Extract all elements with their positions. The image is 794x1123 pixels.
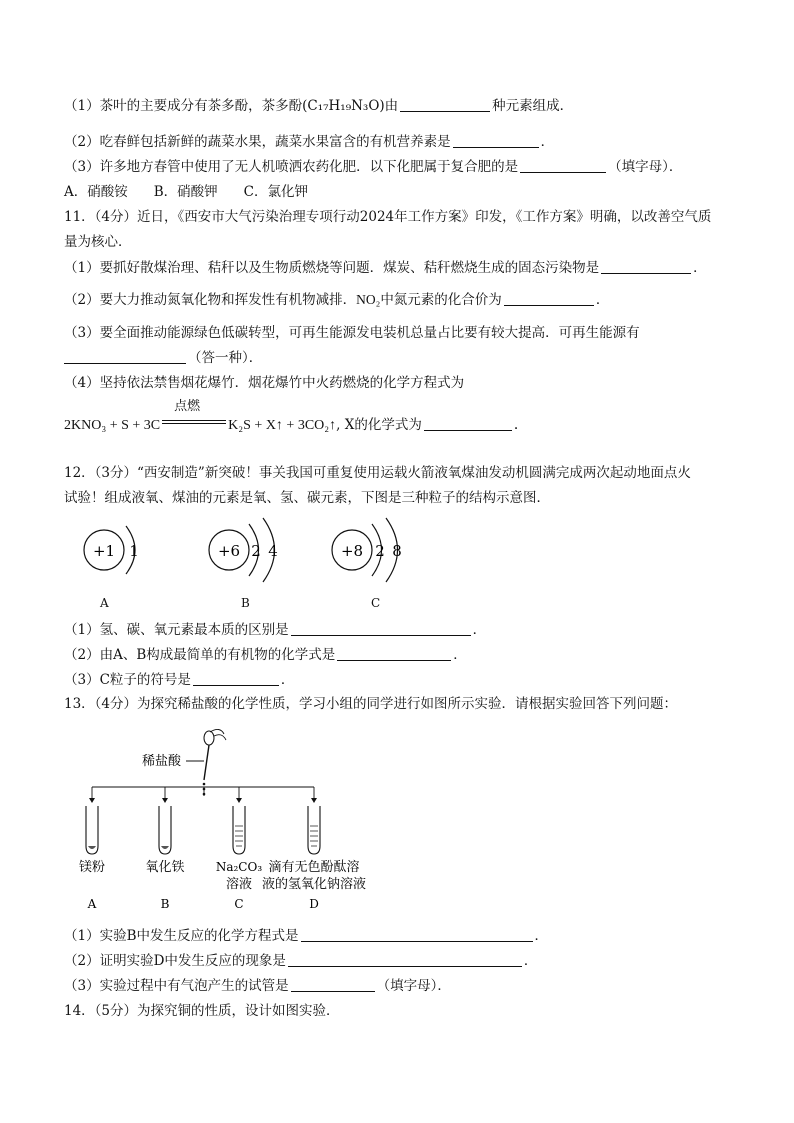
q13-part1: （1）实验B中发生反应的化学方程式是 ． <box>64 928 549 944</box>
q11-intro-line1: 11．（4分）近日，《西安市大气污染治理专项行动2024年工作方案》印发，《工作方案》明确，以改善空气质 <box>64 209 712 225</box>
tea-polyphenol-formula: (C₁₇H₁₉N₃O) <box>302 98 385 114</box>
q11-part4: （4）坚持依法禁售烟花爆竹．烟花爆竹中火药燃烧的化学方程式为 <box>64 375 465 391</box>
q11-part1: （1）要抓好散煤治理、秸秆以及生物质燃烧等问题．煤炭、秸秆燃烧生成的固态污染物是 ． <box>64 260 707 276</box>
q11-part2: （2）要大力推动氮氧化物和挥发性有机物减排．NO₂中氮元素的化合价为 ． <box>64 292 610 308</box>
equation-products: K₂S + X↑ + 3CO₂↑ <box>228 418 337 433</box>
answer-blank[interactable] <box>301 926 533 942</box>
q13-part2: （2）证明实验D中发生反应的现象是 ． <box>64 953 538 969</box>
hydrochloric-acid-experiment-diagram <box>74 722 414 912</box>
answer-blank[interactable] <box>291 976 375 992</box>
answer-blank[interactable] <box>64 348 186 364</box>
answer-blank[interactable] <box>288 951 522 967</box>
reagent-label: 稀盐酸 <box>142 754 182 769</box>
combustion-equation: 2KNO₃ + S + 3C 点燃 K₂S + X↑ + 3CO₂↑, X的化学式为 ． <box>64 399 528 433</box>
tube-d-content-line1: 滴有无色酚酞溶 <box>268 860 360 875</box>
q12-intro-line1: 12．（3分）“西安制造”新突破！事关我国可重复使用运载火箭液氧煤油发动机圆满完成两次起动地面点火 <box>64 465 691 481</box>
answer-blank[interactable] <box>453 132 539 148</box>
atom-b-label: B <box>241 596 250 610</box>
q12-part1: （1）氢、碳、氧元素最本质的区别是 ． <box>64 622 487 638</box>
q11-part3-line1: （3）要全面推动能源绿色低碳转型，可再生能源发电装机总量占比要有较大提高．可再生能源有 <box>64 325 640 341</box>
atom-a-label: A <box>100 596 109 610</box>
dropper-icon <box>203 729 226 795</box>
answer-blank[interactable] <box>424 415 512 431</box>
q10-part1: （1）茶叶的主要成分有茶多酚，茶多酚(C₁₇H₁₉N₃O)由 种元素组成． <box>64 98 574 114</box>
tube-b-label: B <box>160 897 170 911</box>
atom-structure-diagrams <box>70 512 450 592</box>
q12-part2: （2）由A、B构成最简单的有机物的化学式是 ． <box>64 647 467 663</box>
test-tube-c <box>233 806 245 854</box>
q13-part3: （3）实验过程中有气泡产生的试管是 （填字母）． <box>64 978 451 994</box>
tube-b-content: 氧化铁 <box>145 860 185 875</box>
answer-blank[interactable] <box>504 290 594 306</box>
test-tube-b <box>159 806 171 854</box>
atom-b-shell-1: 2 <box>251 542 261 560</box>
atom-b-diagram <box>209 518 278 582</box>
atom-b-nucleus: +6 <box>217 542 241 560</box>
answer-blank[interactable] <box>193 670 279 686</box>
option-a: A．硝酸铵 <box>64 184 128 200</box>
answer-blank[interactable] <box>520 157 606 173</box>
atom-c-shell-1: 2 <box>375 542 385 560</box>
reaction-condition: 点燃 <box>174 399 201 414</box>
atom-c-diagram <box>332 518 402 582</box>
atom-a-diagram <box>84 526 139 574</box>
atom-c-shell-2: 8 <box>392 542 402 560</box>
equation-reactants: 2KNO₃ + S + 3C <box>64 418 161 433</box>
answer-blank[interactable] <box>337 645 451 661</box>
tube-a-content: 镁粉 <box>78 860 106 875</box>
atom-c-nucleus: +8 <box>340 542 364 560</box>
atom-a-shell-1: 1 <box>129 542 139 560</box>
tube-c-content-line1: Na₂CO₃ <box>215 860 263 874</box>
q12-part3: （3）C粒子的符号是 ． <box>64 672 295 688</box>
q14-intro: 14．（5分）为探究铜的性质，设计如图实验． <box>64 1003 340 1019</box>
atom-a-nucleus: +1 <box>92 542 116 560</box>
test-tube-d <box>308 806 320 854</box>
tube-c-content-line2: 溶液 <box>225 877 253 892</box>
answer-blank[interactable] <box>291 620 471 636</box>
q13-intro: 13．（4分）为探究稀盐酸的化学性质，学习小组的同学进行如图所示实验．请根据实验回答下列问题： <box>64 696 678 712</box>
no2-formula: NO₂ <box>356 292 381 307</box>
q11-part3-line2: （答一种）． <box>64 348 262 368</box>
answer-blank[interactable] <box>601 258 691 274</box>
q10-part3: （3）许多地方春管中使用了无人机喷洒农药化肥．以下化肥属于复合肥的是 （填字母）． <box>64 159 683 175</box>
atom-c-label: C <box>371 596 381 610</box>
tube-d-label: D <box>309 897 319 911</box>
q11-intro-line2: 量为核心． <box>64 234 132 250</box>
test-tube-a <box>86 806 98 854</box>
atom-b-shell-2: 4 <box>268 542 278 560</box>
q10-part2: （2）吃春鲜包括新鲜的蔬菜水果，蔬菜水果富含的有机营养素是 ． <box>64 134 555 150</box>
tube-c-label: C <box>234 897 244 911</box>
option-b: B．硝酸钾 <box>153 184 218 200</box>
q12-intro-line2: 试验！组成液氧、煤油的元素是氧、氢、碳元素，下图是三种粒子的结构示意图． <box>64 490 550 506</box>
reaction-condition-arrow <box>162 399 226 430</box>
tube-a-label: A <box>87 897 97 911</box>
tube-d-content-line2: 液的氢氧化钠溶液 <box>261 877 367 892</box>
answer-blank[interactable] <box>400 96 490 112</box>
q10-options <box>64 182 334 202</box>
option-c: C．氯化钾 <box>243 184 309 200</box>
